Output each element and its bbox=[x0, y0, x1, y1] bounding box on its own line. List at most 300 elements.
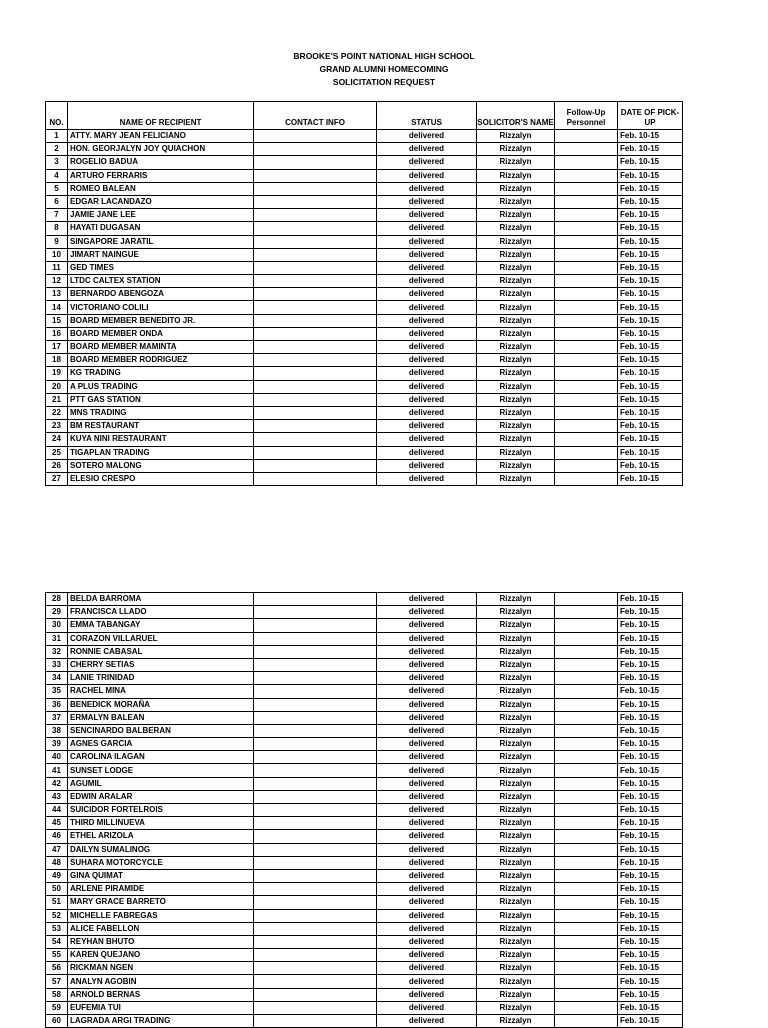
status-cell: delivered bbox=[377, 672, 477, 685]
recipient-name: THIRD MILLINUEVA bbox=[68, 817, 254, 830]
pickup-date: Feb. 10-15 bbox=[618, 261, 683, 274]
recipient-name: EDWIN ARALAR bbox=[68, 790, 254, 803]
solicitor-name: Rizzalyn bbox=[477, 472, 555, 485]
contact-info bbox=[254, 645, 377, 658]
table-row bbox=[46, 472, 683, 485]
solicitor-name: Rizzalyn bbox=[477, 420, 555, 433]
solicitor-name: Rizzalyn bbox=[477, 883, 555, 896]
followup-personnel bbox=[555, 830, 618, 843]
contact-info bbox=[254, 275, 377, 288]
followup-personnel bbox=[555, 130, 618, 143]
pickup-date: Feb. 10-15 bbox=[618, 777, 683, 790]
status-cell: delivered bbox=[377, 606, 477, 619]
contact-info bbox=[254, 751, 377, 764]
table-row bbox=[46, 698, 683, 711]
contact-info bbox=[254, 459, 377, 472]
solicitor-name: Rizzalyn bbox=[477, 341, 555, 354]
solicitor-name: Rizzalyn bbox=[477, 143, 555, 156]
followup-personnel bbox=[555, 169, 618, 182]
contact-info bbox=[254, 433, 377, 446]
recipient-name: GINA QUIMAT bbox=[68, 869, 254, 882]
status-cell: delivered bbox=[377, 209, 477, 222]
contact-info bbox=[254, 883, 377, 896]
table-row bbox=[46, 301, 683, 314]
status-cell: delivered bbox=[377, 790, 477, 803]
followup-personnel bbox=[555, 949, 618, 962]
pickup-date: Feb. 10-15 bbox=[618, 909, 683, 922]
solicitor-name: Rizzalyn bbox=[477, 777, 555, 790]
table-row bbox=[46, 275, 683, 288]
contact-info bbox=[254, 698, 377, 711]
contact-info bbox=[254, 327, 377, 340]
table-row bbox=[46, 1015, 683, 1028]
pickup-date: Feb. 10-15 bbox=[618, 658, 683, 671]
table-row bbox=[46, 843, 683, 856]
recipient-name: ARTURO FERRARIS bbox=[68, 169, 254, 182]
followup-personnel bbox=[555, 472, 618, 485]
status-cell: delivered bbox=[377, 235, 477, 248]
row-number: 45 bbox=[46, 817, 68, 830]
contact-info bbox=[254, 988, 377, 1001]
contact-info bbox=[254, 472, 377, 485]
followup-personnel bbox=[555, 593, 618, 606]
pickup-date: Feb. 10-15 bbox=[618, 790, 683, 803]
recipient-name: VICTORIANO COLILI bbox=[68, 301, 254, 314]
table-row bbox=[46, 658, 683, 671]
table-row bbox=[46, 1001, 683, 1014]
recipient-name: DAILYN SUMALINOG bbox=[68, 843, 254, 856]
recipient-name: KAREN QUEJANO bbox=[68, 949, 254, 962]
contact-info bbox=[254, 143, 377, 156]
pickup-date: Feb. 10-15 bbox=[618, 645, 683, 658]
recipient-name: SUHARA MOTORCYCLE bbox=[68, 856, 254, 869]
pickup-date: Feb. 10-15 bbox=[618, 869, 683, 882]
followup-personnel bbox=[555, 182, 618, 195]
solicitor-name: Rizzalyn bbox=[477, 804, 555, 817]
table-row bbox=[46, 433, 683, 446]
status-cell: delivered bbox=[377, 632, 477, 645]
solicitor-name: Rizzalyn bbox=[477, 288, 555, 301]
table-row bbox=[46, 672, 683, 685]
school-name: BROOKE'S POINT NATIONAL HIGH SCHOOL bbox=[293, 51, 475, 61]
followup-personnel bbox=[555, 764, 618, 777]
contact-info bbox=[254, 909, 377, 922]
status-cell: delivered bbox=[377, 182, 477, 195]
recipient-name: ERMALYN BALEAN bbox=[68, 711, 254, 724]
contact-info bbox=[254, 935, 377, 948]
recipient-name: ROMEO BALEAN bbox=[68, 182, 254, 195]
table-row bbox=[46, 632, 683, 645]
status-cell: delivered bbox=[377, 354, 477, 367]
pickup-date: Feb. 10-15 bbox=[618, 275, 683, 288]
pickup-date: Feb. 10-15 bbox=[618, 130, 683, 143]
recipient-name: ANALYN AGOBIN bbox=[68, 975, 254, 988]
table-row bbox=[46, 790, 683, 803]
recipient-name: JAMIE JANE LEE bbox=[68, 209, 254, 222]
followup-personnel bbox=[555, 883, 618, 896]
table-row bbox=[46, 619, 683, 632]
table-row bbox=[46, 869, 683, 882]
row-number: 7 bbox=[46, 209, 68, 222]
col-header-followup: Follow-Up Personnel bbox=[555, 102, 618, 130]
solicitor-name: Rizzalyn bbox=[477, 446, 555, 459]
status-cell: delivered bbox=[377, 619, 477, 632]
status-cell: delivered bbox=[377, 935, 477, 948]
contact-info bbox=[254, 130, 377, 143]
contact-info bbox=[254, 856, 377, 869]
followup-personnel bbox=[555, 367, 618, 380]
contact-info bbox=[254, 724, 377, 737]
table-row bbox=[46, 764, 683, 777]
followup-personnel bbox=[555, 711, 618, 724]
row-number: 43 bbox=[46, 790, 68, 803]
status-cell: delivered bbox=[377, 593, 477, 606]
contact-info bbox=[254, 922, 377, 935]
recipient-name: JIMART NAINGUE bbox=[68, 248, 254, 261]
solicitor-name: Rizzalyn bbox=[477, 1015, 555, 1028]
pickup-date: Feb. 10-15 bbox=[618, 182, 683, 195]
status-cell: delivered bbox=[377, 975, 477, 988]
solicitor-name: Rizzalyn bbox=[477, 327, 555, 340]
solicitor-name: Rizzalyn bbox=[477, 314, 555, 327]
recipient-name: SINGAPORE JARATIL bbox=[68, 235, 254, 248]
table-row bbox=[46, 988, 683, 1001]
pickup-date: Feb. 10-15 bbox=[618, 711, 683, 724]
followup-personnel bbox=[555, 685, 618, 698]
row-number: 30 bbox=[46, 619, 68, 632]
table-row bbox=[46, 856, 683, 869]
solicitor-name: Rizzalyn bbox=[477, 130, 555, 143]
recipient-name: RACHEL MINA bbox=[68, 685, 254, 698]
table-row bbox=[46, 327, 683, 340]
table-row bbox=[46, 593, 683, 606]
solicitation-table-2 bbox=[45, 592, 683, 1028]
solicitor-name: Rizzalyn bbox=[477, 988, 555, 1001]
table-row bbox=[46, 393, 683, 406]
solicitor-name: Rizzalyn bbox=[477, 685, 555, 698]
recipient-name: EDGAR LACANDAZO bbox=[68, 195, 254, 208]
row-number: 55 bbox=[46, 949, 68, 962]
status-cell: delivered bbox=[377, 830, 477, 843]
status-cell: delivered bbox=[377, 922, 477, 935]
status-cell: delivered bbox=[377, 843, 477, 856]
solicitor-name: Rizzalyn bbox=[477, 896, 555, 909]
solicitor-name: Rizzalyn bbox=[477, 724, 555, 737]
col-header-contact: CONTACT INFO bbox=[254, 102, 377, 130]
contact-info bbox=[254, 1015, 377, 1028]
followup-personnel bbox=[555, 393, 618, 406]
table-row bbox=[46, 380, 683, 393]
row-number: 47 bbox=[46, 843, 68, 856]
pickup-date: Feb. 10-15 bbox=[618, 751, 683, 764]
solicitor-name: Rizzalyn bbox=[477, 764, 555, 777]
status-cell: delivered bbox=[377, 949, 477, 962]
status-cell: delivered bbox=[377, 869, 477, 882]
solicitor-name: Rizzalyn bbox=[477, 619, 555, 632]
followup-personnel bbox=[555, 341, 618, 354]
followup-personnel bbox=[555, 935, 618, 948]
contact-info bbox=[254, 248, 377, 261]
status-cell: delivered bbox=[377, 130, 477, 143]
row-number: 6 bbox=[46, 195, 68, 208]
status-cell: delivered bbox=[377, 420, 477, 433]
row-number: 51 bbox=[46, 896, 68, 909]
table-row bbox=[46, 143, 683, 156]
row-number: 53 bbox=[46, 922, 68, 935]
table-row bbox=[46, 406, 683, 419]
table-row bbox=[46, 975, 683, 988]
contact-info bbox=[254, 1001, 377, 1014]
followup-personnel bbox=[555, 632, 618, 645]
row-number: 8 bbox=[46, 222, 68, 235]
recipient-name: ARLENE PIRAMIDE bbox=[68, 883, 254, 896]
table-row bbox=[46, 367, 683, 380]
solicitor-name: Rizzalyn bbox=[477, 182, 555, 195]
recipient-name: ALICE FABELLON bbox=[68, 922, 254, 935]
table-row bbox=[46, 341, 683, 354]
solicitor-name: Rizzalyn bbox=[477, 169, 555, 182]
pickup-date: Feb. 10-15 bbox=[618, 619, 683, 632]
solicitor-name: Rizzalyn bbox=[477, 817, 555, 830]
row-number: 37 bbox=[46, 711, 68, 724]
recipient-name: FRANCISCA LLADO bbox=[68, 606, 254, 619]
contact-info bbox=[254, 843, 377, 856]
solicitor-name: Rizzalyn bbox=[477, 856, 555, 869]
pickup-date: Feb. 10-15 bbox=[618, 606, 683, 619]
contact-info bbox=[254, 962, 377, 975]
solicitor-name: Rizzalyn bbox=[477, 275, 555, 288]
row-number: 28 bbox=[46, 593, 68, 606]
row-number: 60 bbox=[46, 1015, 68, 1028]
status-cell: delivered bbox=[377, 459, 477, 472]
pickup-date: Feb. 10-15 bbox=[618, 883, 683, 896]
status-cell: delivered bbox=[377, 341, 477, 354]
recipient-name: EUFEMIA TUI bbox=[68, 1001, 254, 1014]
solicitor-name: Rizzalyn bbox=[477, 738, 555, 751]
table-row bbox=[46, 935, 683, 948]
row-number: 58 bbox=[46, 988, 68, 1001]
followup-personnel bbox=[555, 896, 618, 909]
contact-info bbox=[254, 367, 377, 380]
status-cell: delivered bbox=[377, 222, 477, 235]
status-cell: delivered bbox=[377, 275, 477, 288]
recipient-name: BOARD MEMBER ONDA bbox=[68, 327, 254, 340]
solicitor-name: Rizzalyn bbox=[477, 672, 555, 685]
recipient-name: CHERRY SETIAS bbox=[68, 658, 254, 671]
followup-personnel bbox=[555, 1001, 618, 1014]
contact-info bbox=[254, 446, 377, 459]
row-number: 59 bbox=[46, 1001, 68, 1014]
table-row bbox=[46, 817, 683, 830]
event-name: GRAND ALUMNI HOMECOMING bbox=[319, 64, 449, 74]
table-row bbox=[46, 446, 683, 459]
status-cell: delivered bbox=[377, 658, 477, 671]
solicitor-name: Rizzalyn bbox=[477, 433, 555, 446]
contact-info bbox=[254, 817, 377, 830]
followup-personnel bbox=[555, 645, 618, 658]
row-number: 35 bbox=[46, 685, 68, 698]
pickup-date: Feb. 10-15 bbox=[618, 209, 683, 222]
recipient-name: A PLUS TRADING bbox=[68, 380, 254, 393]
contact-info bbox=[254, 830, 377, 843]
recipient-name: TIGAPLAN TRADING bbox=[68, 446, 254, 459]
solicitor-name: Rizzalyn bbox=[477, 380, 555, 393]
row-number: 29 bbox=[46, 606, 68, 619]
row-number: 18 bbox=[46, 354, 68, 367]
table-row bbox=[46, 235, 683, 248]
pickup-date: Feb. 10-15 bbox=[618, 935, 683, 948]
recipient-name: BELDA BARROMA bbox=[68, 593, 254, 606]
status-cell: delivered bbox=[377, 856, 477, 869]
pickup-date: Feb. 10-15 bbox=[618, 764, 683, 777]
pickup-date: Feb. 10-15 bbox=[618, 406, 683, 419]
contact-info bbox=[254, 354, 377, 367]
followup-personnel bbox=[555, 856, 618, 869]
row-number: 41 bbox=[46, 764, 68, 777]
solicitor-name: Rizzalyn bbox=[477, 935, 555, 948]
status-cell: delivered bbox=[377, 327, 477, 340]
recipient-name: LANIE TRINIDAD bbox=[68, 672, 254, 685]
status-cell: delivered bbox=[377, 433, 477, 446]
status-cell: delivered bbox=[377, 751, 477, 764]
pickup-date: Feb. 10-15 bbox=[618, 354, 683, 367]
table-row bbox=[46, 804, 683, 817]
status-cell: delivered bbox=[377, 406, 477, 419]
document-title: SOLICITATION REQUEST bbox=[332, 77, 436, 87]
row-number: 10 bbox=[46, 248, 68, 261]
pickup-date: Feb. 10-15 bbox=[618, 817, 683, 830]
pickup-date: Feb. 10-15 bbox=[618, 446, 683, 459]
status-cell: delivered bbox=[377, 367, 477, 380]
row-number: 44 bbox=[46, 804, 68, 817]
table-row bbox=[46, 830, 683, 843]
recipient-name: HON. GEORJALYN JOY QUIACHON bbox=[68, 143, 254, 156]
solicitor-name: Rizzalyn bbox=[477, 632, 555, 645]
followup-personnel bbox=[555, 869, 618, 882]
solicitor-name: Rizzalyn bbox=[477, 367, 555, 380]
contact-info bbox=[254, 764, 377, 777]
followup-personnel bbox=[555, 222, 618, 235]
pickup-date: Feb. 10-15 bbox=[618, 314, 683, 327]
contact-info bbox=[254, 288, 377, 301]
status-cell: delivered bbox=[377, 738, 477, 751]
table-row bbox=[46, 645, 683, 658]
recipient-name: LTDC CALTEX STATION bbox=[68, 275, 254, 288]
recipient-name: BENEDICK MORAÑA bbox=[68, 698, 254, 711]
row-number: 19 bbox=[46, 367, 68, 380]
recipient-name: BERNARDO ABENGOZA bbox=[68, 288, 254, 301]
recipient-name: AGUMIL bbox=[68, 777, 254, 790]
pickup-date: Feb. 10-15 bbox=[618, 843, 683, 856]
pickup-date: Feb. 10-15 bbox=[618, 367, 683, 380]
row-number: 36 bbox=[46, 698, 68, 711]
status-cell: delivered bbox=[377, 314, 477, 327]
recipient-name: BM RESTAURANT bbox=[68, 420, 254, 433]
row-number: 32 bbox=[46, 645, 68, 658]
status-cell: delivered bbox=[377, 896, 477, 909]
table-row bbox=[46, 949, 683, 962]
table-row bbox=[46, 738, 683, 751]
row-number: 46 bbox=[46, 830, 68, 843]
row-number: 34 bbox=[46, 672, 68, 685]
followup-personnel bbox=[555, 354, 618, 367]
contact-info bbox=[254, 672, 377, 685]
pickup-date: Feb. 10-15 bbox=[618, 1015, 683, 1028]
status-cell: delivered bbox=[377, 393, 477, 406]
status-cell: delivered bbox=[377, 777, 477, 790]
status-cell: delivered bbox=[377, 301, 477, 314]
pickup-date: Feb. 10-15 bbox=[618, 593, 683, 606]
pickup-date: Feb. 10-15 bbox=[618, 922, 683, 935]
recipient-name: ELESIO CRESPO bbox=[68, 472, 254, 485]
followup-personnel bbox=[555, 698, 618, 711]
followup-personnel bbox=[555, 619, 618, 632]
col-header-solicitor: SOLICITOR'S NAME bbox=[477, 102, 555, 130]
followup-personnel bbox=[555, 380, 618, 393]
recipient-name: ROGELIO BADUA bbox=[68, 156, 254, 169]
table-2-body bbox=[46, 593, 683, 1028]
contact-info bbox=[254, 209, 377, 222]
solicitation-table-1 bbox=[45, 101, 683, 486]
status-cell: delivered bbox=[377, 288, 477, 301]
table-row bbox=[46, 606, 683, 619]
row-number: 23 bbox=[46, 420, 68, 433]
pickup-date: Feb. 10-15 bbox=[618, 975, 683, 988]
recipient-name: SUICIDOR FORTELROIS bbox=[68, 804, 254, 817]
solicitor-name: Rizzalyn bbox=[477, 843, 555, 856]
contact-info bbox=[254, 393, 377, 406]
recipient-name: PTT GAS STATION bbox=[68, 393, 254, 406]
solicitor-name: Rizzalyn bbox=[477, 790, 555, 803]
pickup-date: Feb. 10-15 bbox=[618, 248, 683, 261]
status-cell: delivered bbox=[377, 195, 477, 208]
followup-personnel bbox=[555, 275, 618, 288]
contact-info bbox=[254, 804, 377, 817]
followup-personnel bbox=[555, 314, 618, 327]
table-row bbox=[46, 896, 683, 909]
solicitor-name: Rizzalyn bbox=[477, 922, 555, 935]
status-cell: delivered bbox=[377, 711, 477, 724]
contact-info bbox=[254, 380, 377, 393]
contact-info bbox=[254, 235, 377, 248]
table-row bbox=[46, 751, 683, 764]
recipient-name: ARNOLD BERNAS bbox=[68, 988, 254, 1001]
recipient-name: KUYA NINI RESTAURANT bbox=[68, 433, 254, 446]
pickup-date: Feb. 10-15 bbox=[618, 156, 683, 169]
followup-personnel bbox=[555, 288, 618, 301]
row-number: 12 bbox=[46, 275, 68, 288]
followup-personnel bbox=[555, 738, 618, 751]
status-cell: delivered bbox=[377, 804, 477, 817]
followup-personnel bbox=[555, 975, 618, 988]
status-cell: delivered bbox=[377, 724, 477, 737]
row-number: 20 bbox=[46, 380, 68, 393]
table-row bbox=[46, 130, 683, 143]
followup-personnel bbox=[555, 817, 618, 830]
solicitor-name: Rizzalyn bbox=[477, 301, 555, 314]
followup-personnel bbox=[555, 724, 618, 737]
pickup-date: Feb. 10-15 bbox=[618, 896, 683, 909]
recipient-name: GED TIMES bbox=[68, 261, 254, 274]
followup-personnel bbox=[555, 909, 618, 922]
pickup-date: Feb. 10-15 bbox=[618, 222, 683, 235]
solicitor-name: Rizzalyn bbox=[477, 459, 555, 472]
solicitor-name: Rizzalyn bbox=[477, 261, 555, 274]
solicitor-name: Rizzalyn bbox=[477, 156, 555, 169]
pickup-date: Feb. 10-15 bbox=[618, 433, 683, 446]
col-header-no: NO. bbox=[46, 102, 68, 130]
pickup-date: Feb. 10-15 bbox=[618, 830, 683, 843]
